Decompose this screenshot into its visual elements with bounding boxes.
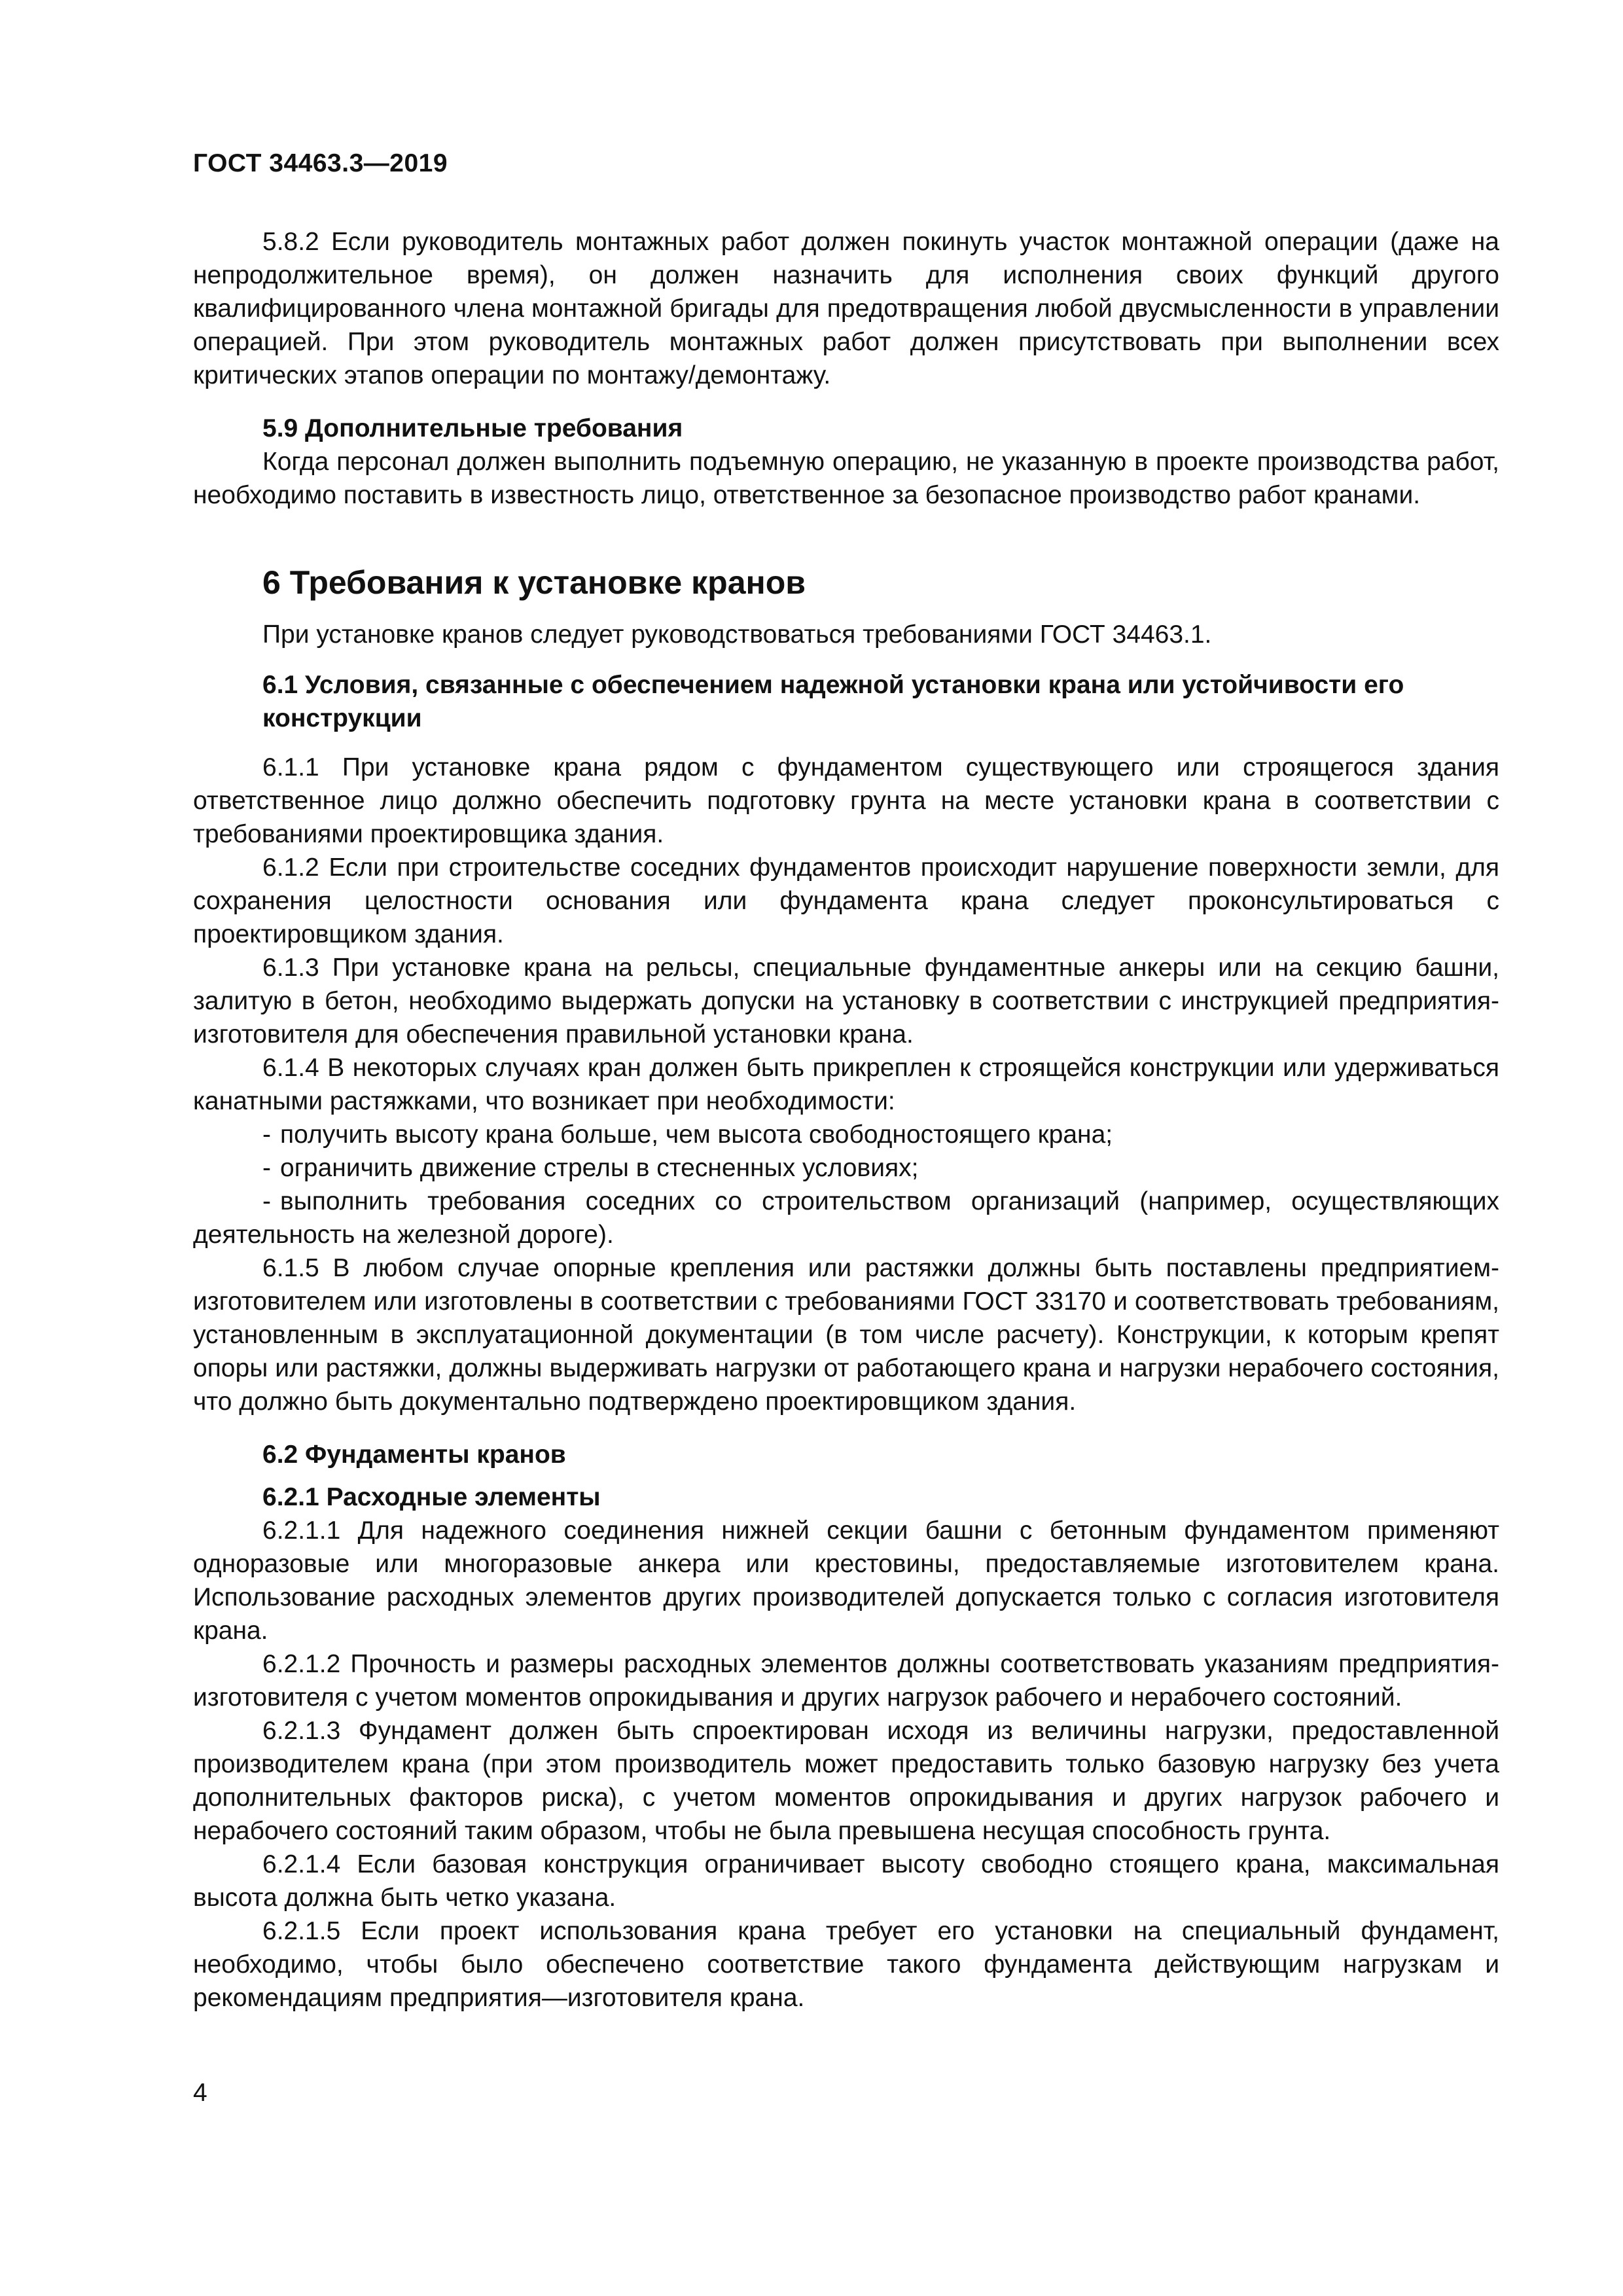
- paragraph-6-1-1: 6.1.1 При установке крана рядом с фундаментом существующего или строящегося здания ответственное лицо должно обеспечить подготовку грунта на месте установки крана в соответствии с требованиями проектировщика здания.: [193, 753, 1499, 848]
- paragraph-5-8-2: 5.8.2 Если руководитель монтажных работ должен покинуть участок монтажной операции (даже на непродолжительное время), он должен назначить для исполнения своих функций другого квалифицированного члена монтажной бригады для предотвращения любой двусмысленности в управлении операцией. При этом руководитель монтажных работ должен присутствовать при выполнении всех критических этапов операции по монтажу/демонтажу.: [193, 228, 1499, 389]
- paragraph-6-2-1-4: 6.2.1.4 Если базовая конструкция ограничивает высоту свободно стоящего крана, максимальная высота должна быть четко указана.: [193, 1850, 1499, 1912]
- heading-6-2-1: 6.2.1 Расходные элементы: [262, 1483, 601, 1511]
- list-item: - выполнить требования соседних со строительством организаций (например, осуществляющих деятельность на железной дороге).: [193, 1187, 1499, 1249]
- paragraph-6-2-1-2: 6.2.1.2 Прочность и размеры расходных элементов должны соответствовать указаниям предприятия-изготовителя с учетом моментов опрокидывания и других нагрузок рабочего и нерабочего состояний.: [193, 1650, 1499, 1712]
- paragraph-6-1-4: 6.1.4 В некоторых случаях кран должен быть прикреплен к строящейся конструкции или удерживаться канатными растяжками, что возникает при необходимости:: [193, 1054, 1499, 1115]
- heading-section-6: 6 Требования к установке кранов: [262, 564, 806, 601]
- paragraph-6-intro: При установке кранов следует руководствоваться требованиями ГОСТ 34463.1.: [262, 620, 1212, 649]
- page-number: 4: [193, 2079, 207, 2107]
- heading-6-1: 6.1 Условия, связанные с обеспечением надежной установки крана или устойчивости его конструкции: [262, 671, 1404, 732]
- list-item: - получить высоту крана больше, чем высота свободностоящего крана;: [262, 1121, 1113, 1149]
- paragraph-6-1-5: 6.1.5 В любом случае опорные крепления или растяжки должны быть поставлены предприятием-изготовителем или изготовлены в соответствии с требованиями ГОСТ 33170 и соответствовать требованиям, установленным в эксплуатационной документации (в том числе расчету). Конструкции, к которым крепят опоры или растяжки, должны выдерживать нагрузки от работающего крана и нагрузки нерабочего состояния, что должно быть документально подтверждено проектировщиком здания.: [193, 1254, 1499, 1416]
- heading-6-2: 6.2 Фундаменты кранов: [262, 1441, 566, 1469]
- paragraph-6-1-2: 6.1.2 Если при строительстве соседних фундаментов происходит нарушение поверхности земли, для сохранения целостности основания или фундамента крана следует проконсультироваться с проектировщиком здания.: [193, 853, 1499, 948]
- paragraph-6-2-1-5: 6.2.1.5 Если проект использования крана требует его установки на специальный фундамент, необходимо, чтобы было обеспечено соответствие такого фундамента действующим нагрузкам и рекомендациям предприятия—изготовителя крана.: [193, 1917, 1499, 2012]
- document-body: [193, 225, 1499, 2015]
- paragraph-6-2-1-3: 6.2.1.3 Фундамент должен быть спроектирован исходя из величины нагрузки, предоставленной производителем крана (при этом производитель может предоставить только базовую нагрузку без учета дополнительных факторов риска), с учетом моментов опрокидывания и других нагрузок рабочего и нерабочего состояний таким образом, чтобы не была превышена несущая способность грунта.: [193, 1717, 1499, 1845]
- list-6-1-4: [193, 1118, 1499, 1251]
- paragraph-6-2-1-1: 6.2.1.1 Для надежного соединения нижней секции башни с бетонным фундаментом применяют одноразовые или многоразовые анкера или крестовины, предоставляемые изготовителем крана. Использование расходных элементов других производителей допускается только с согласия изготовителя крана.: [193, 1516, 1499, 1645]
- paragraph-6-1-3: 6.1.3 При установке крана на рельсы, специальные фундаментные анкеры или на секцию башни, залитую в бетон, необходимо выдержать допуски на установку в соответствии с инструкцией предприятия-изготовителя для обеспечения правильной установки крана.: [193, 954, 1499, 1049]
- paragraph-5-9: Когда персонал должен выполнить подъемную операцию, не указанную в проекте производства работ, необходимо поставить в известность лицо, ответственное за безопасное производство работ кранами.: [193, 448, 1499, 509]
- heading-5-9: 5.9 Дополнительные требования: [262, 414, 683, 442]
- list-item: - ограничить движение стрелы в стесненных условиях;: [262, 1154, 919, 1182]
- document-header: ГОСТ 34463.3—2019: [193, 149, 448, 177]
